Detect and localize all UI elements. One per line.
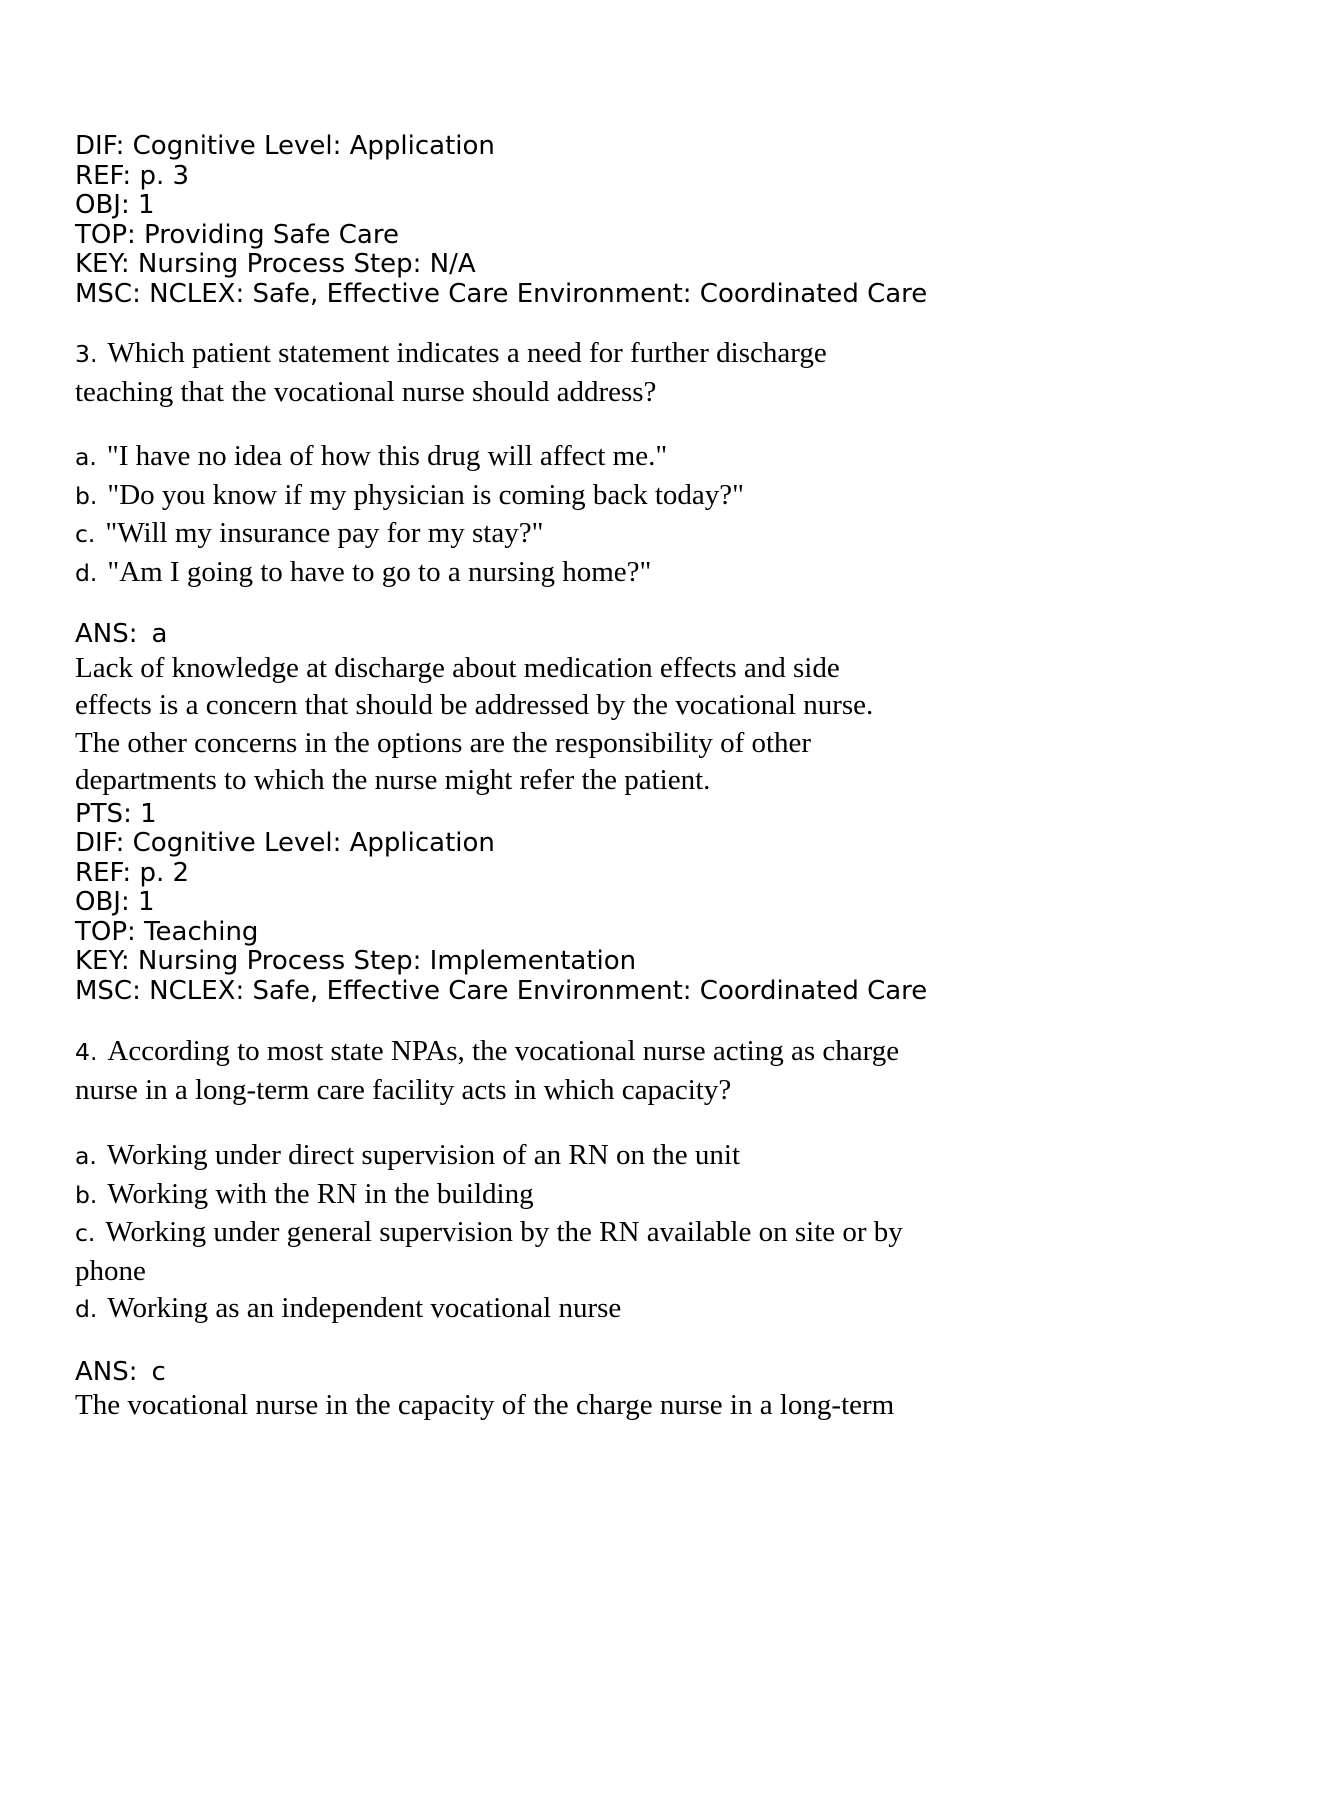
meta-line-key: KEY: Nursing Process Step: Implementation [75, 946, 637, 976]
answer-4-label: ANS: [75, 1356, 138, 1387]
option-c-letter: c. [75, 1219, 96, 1247]
option-c [75, 1214, 1105, 1253]
question-4-line-1 [75, 1033, 1105, 1072]
option-b [75, 1176, 1105, 1215]
meta-line-msc: MSC: NCLEX: Safe, Effective Care Environment: Coordinated Care [75, 975, 928, 1006]
meta-line-dif: DIF: Cognitive Level: Application [75, 131, 495, 161]
meta-line-obj: OBJ: 1 [75, 190, 155, 220]
rationale-3-line: effects is a concern that should be addressed by the vocational nurse. [75, 689, 874, 721]
option-c-text: Working under general supervision by the RN available on site or by [105, 1216, 903, 1248]
option-c-text: "Will my insurance pay for my stay?" [105, 517, 544, 549]
option-d-letter: d. [75, 1295, 98, 1323]
rationale-3-line: The other concerns in the options are the responsibility of other [75, 726, 812, 759]
option-a-letter: a. [75, 1142, 97, 1170]
answer-3-line [75, 620, 1105, 650]
answer-3-label: ANS: [75, 619, 138, 649]
meta-line-ref: REF: p. 3 [75, 160, 190, 191]
question-3-line-2: teaching that the vocational nurse should address? [75, 375, 657, 408]
question-4-text: According to most state NPAs, the vocational nurse acting as charge [107, 1035, 900, 1067]
option-a [75, 1137, 1105, 1176]
meta-line-top: TOP: Providing Safe Care [75, 219, 399, 250]
question-3-number: 3. [75, 340, 98, 368]
option-d-letter: d. [75, 558, 98, 587]
option-a-text: "I have no idea of how this drug will affect me." [106, 440, 668, 472]
option-d-text: "Am I going to have to go to a nursing home?" [107, 555, 652, 588]
answer-4-value: c [151, 1356, 166, 1387]
answer-4-block [75, 1358, 1105, 1425]
option-d [75, 554, 1105, 593]
option-c-continuation: phone [75, 1254, 146, 1287]
answer-3-block [75, 620, 1105, 1006]
meta-line-top: TOP: Teaching [75, 916, 259, 947]
option-b-text: "Do you know if my physician is coming back today?" [107, 478, 744, 511]
question-4-line-2: nurse in a long-term care facility acts in which capacity? [75, 1073, 732, 1106]
option-a-letter: a. [75, 443, 97, 471]
question-4-number: 4. [75, 1038, 98, 1066]
rationale-4-line: The vocational nurse in the capacity of the charge nurse in a long-term [75, 1389, 895, 1421]
meta-line-msc: MSC: NCLEX: Safe, Effective Care Environment: Coordinated Care [75, 278, 928, 309]
option-b-letter: b. [75, 481, 98, 510]
rationale-3-line: departments to which the nurse might refer the patient. [75, 764, 711, 796]
question-3-options [75, 438, 1105, 592]
option-b-letter: b. [75, 1180, 98, 1209]
option-c-letter: c. [75, 520, 96, 548]
answer-3-value: a [151, 619, 168, 649]
meta-line-obj: OBJ: 1 [75, 887, 155, 917]
question-4-options [75, 1137, 1105, 1329]
question-3 [75, 335, 1105, 411]
question-4 [75, 1033, 1105, 1109]
option-d [75, 1290, 1105, 1329]
answer-4-line [75, 1358, 1105, 1388]
option-a [75, 438, 1105, 477]
question-3-text: Which patient statement indicates a need for further discharge [107, 337, 827, 369]
option-b-text: Working with the RN in the building [107, 1177, 534, 1210]
meta-line-key: KEY: Nursing Process Step: N/A [75, 249, 476, 279]
meta-line-pts: PTS: 1 [75, 798, 157, 829]
rationale-3-line: Lack of knowledge at discharge about medication effects and side [75, 651, 840, 684]
meta-line-ref: REF: p. 2 [75, 857, 190, 888]
meta-block-1 [75, 132, 1105, 309]
option-a-text: Working under direct supervision of an RN on the unit [106, 1139, 741, 1171]
question-3-line-1 [75, 335, 1105, 374]
option-b [75, 477, 1105, 516]
option-d-text: Working as an independent vocational nurse [107, 1292, 622, 1324]
document-content [75, 132, 1105, 1425]
meta-line-dif: DIF: Cognitive Level: Application [75, 828, 495, 858]
option-c [75, 515, 1105, 554]
